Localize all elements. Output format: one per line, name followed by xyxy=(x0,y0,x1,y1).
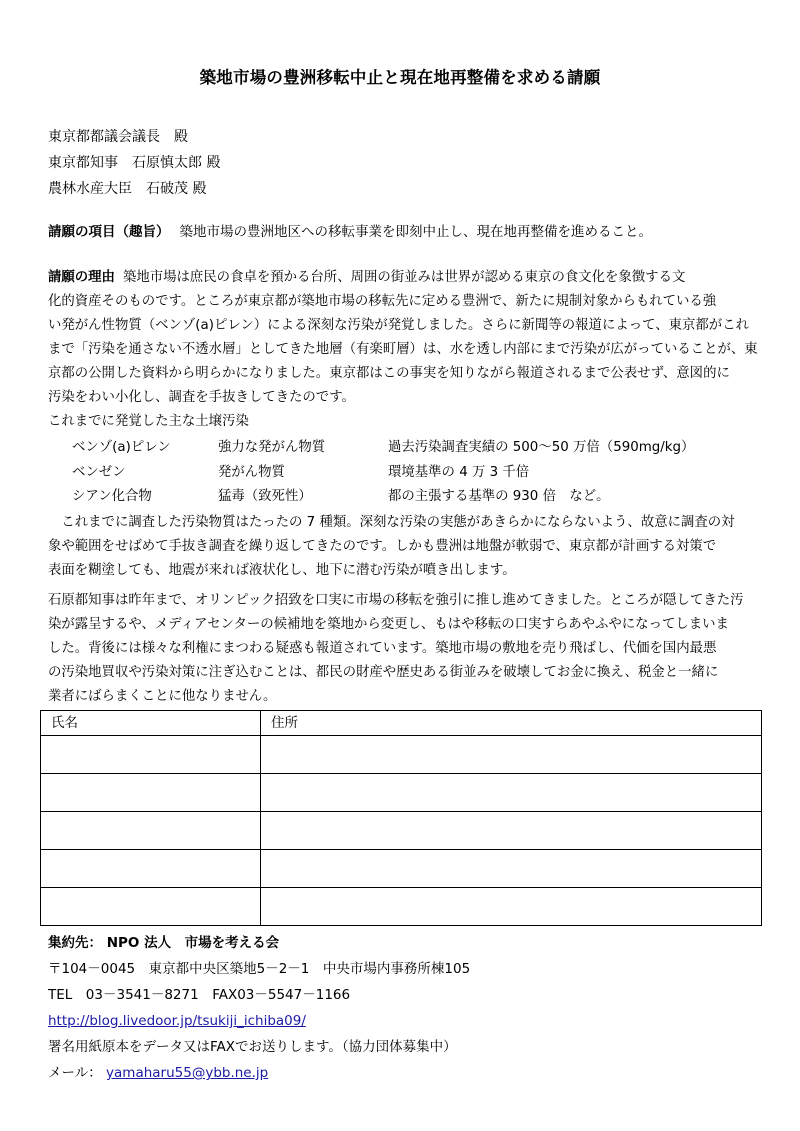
pollutant-level: 都の主張する基準の 930 倍 など。 xyxy=(388,489,610,504)
petition-reason-label: 請願の理由 xyxy=(48,270,115,285)
collection-note: 署名用紙原本をデータ又はFAXでお送りします。（協力団体募集中） xyxy=(48,1039,457,1055)
pollutant-type: 発がん物質 xyxy=(218,464,285,480)
signature-table xyxy=(40,710,762,926)
pollutant-name: ベンゾ(a)ピレン xyxy=(72,440,171,455)
addressee: 東京都都議会議長 殿 xyxy=(48,129,188,145)
paragraph-line: の汚染地買収や汚染対策に注ぎ込むことは、都民の財産や歴史ある街並みを破壊してお金に換え、税金と一緒に xyxy=(48,665,719,680)
pollutant-type: 猛毒（致死性） xyxy=(218,489,312,504)
reason-line: まで「汚染を通さない不透水層」としてきた地層（有楽町層）は、水を透し内部にまで汚染が広がっていることが、東 xyxy=(48,342,758,357)
collection-info xyxy=(48,930,470,1086)
collection-label: 集約先： xyxy=(48,935,102,951)
pollutant-row xyxy=(72,436,694,461)
reason-line: 京都の公開した資料から明らかになりました。東京都はこの事実を知りながら報道されるまで公表せず、意図的に xyxy=(48,366,730,381)
pollutant-row xyxy=(72,461,694,486)
signature-row xyxy=(41,888,762,926)
petition-item-label: 請願の項目（趣旨） xyxy=(48,224,170,240)
signature-row xyxy=(41,774,762,812)
name-cell[interactable] xyxy=(41,736,261,774)
pollutant-name: ベンゼン xyxy=(72,464,126,480)
pollutant-row xyxy=(72,485,694,510)
paragraph-investigation xyxy=(48,511,760,583)
paragraph-line: した。背後には様々な利権にまつわる疑惑も報道されています。築地市場の敷地を売り飛ばし、代価を国内最悪 xyxy=(48,641,717,656)
petition-item xyxy=(48,220,758,240)
name-cell[interactable] xyxy=(41,888,261,926)
signature-row xyxy=(41,736,762,774)
name-cell[interactable] xyxy=(41,850,261,888)
collection-address: 〒104－0045 東京都中央区築地5－2－1 中央市場内事務所棟105 xyxy=(48,961,471,977)
pollutant-level: 環境基準の 4 万 3 千倍 xyxy=(388,464,530,480)
collection-mail-line xyxy=(48,1060,470,1086)
collection-phone: TEL 03－3541－8271 FAX03－5547－1166 xyxy=(48,987,351,1003)
email-link[interactable]: yamaharu55@ybb.ne.jp xyxy=(106,1065,269,1081)
paragraph-line: 業者にばらまくことに他なりません。 xyxy=(48,689,277,704)
signature-row xyxy=(41,850,762,888)
address-cell[interactable] xyxy=(261,850,762,888)
pollutant-type: 強力な発がん物質 xyxy=(218,440,326,455)
paragraph-line: これまでに調査した汚染物質はたったの 7 種類。深刻な汚染の実態があきらかにならないよう、故意に調査の対 xyxy=(48,515,735,530)
signature-table-header xyxy=(41,711,762,736)
reason-line: い発がん性物質（ベンゾ(a)ピレン）による深刻な汚染が発覚しました。さらに新聞等の報道によって、東京都がこれ xyxy=(48,318,749,333)
address-cell[interactable] xyxy=(261,736,762,774)
pollutant-name: シアン化合物 xyxy=(72,489,152,504)
blog-link[interactable]: http://blog.livedoor.jp/tsukiji_ichiba09/ xyxy=(48,1013,306,1029)
addressee-list xyxy=(48,124,220,202)
address-cell[interactable] xyxy=(261,888,762,926)
column-header-address: 住所 xyxy=(261,711,762,736)
signature-row xyxy=(41,812,762,850)
addressee: 農林水産大臣 石破茂 殿 xyxy=(48,181,207,197)
paragraph-line: 石原都知事は昨年まで、オリンピック招致を口実に市場の移転を強引に推し進めてきました。ところが隠してきた汚 xyxy=(48,593,744,608)
paragraph-line: 象や範囲をせばめて手抜き調査を繰り返してきたのです。しかも豊洲は地盤が軟弱で、東京都が計画する対策で xyxy=(48,539,717,554)
petition-item-text: 築地市場の豊洲地区への移転事業を即刻中止し、現在地再整備を進めること。 xyxy=(179,224,652,240)
column-header-name: 氏名 xyxy=(41,711,261,736)
reason-line: 汚染をわい小化し、調査を手抜きしてきたのです。 xyxy=(48,390,355,405)
petition-reason xyxy=(48,266,760,434)
page-title: 築地市場の豊洲移転中止と現在地再整備を求める請願 xyxy=(199,68,601,87)
reason-line: 化的資産そのものです。ところが東京都が築地市場の移転先に定める豊洲で、新たに規制対象からもれている強 xyxy=(48,294,717,309)
name-cell[interactable] xyxy=(41,812,261,850)
paragraph-line: 表面を糊塗しても、地震が来れば液状化し、地下に潜む汚染が噴き出します。 xyxy=(48,563,516,578)
pollutant-level: 過去汚染調査実績の 500～50 万倍（590mg/kg） xyxy=(388,440,695,455)
reason-line: 築地市場は庶民の食卓を預かる台所、周囲の街並みは世界が認める東京の食文化を象徴する文 xyxy=(122,270,686,285)
addressee: 東京都知事 石原慎太郎 殿 xyxy=(48,155,221,171)
name-cell[interactable] xyxy=(41,774,261,812)
paragraph-governor xyxy=(48,589,760,709)
pollutant-list-heading: これまでに発覚した主な土壌汚染 xyxy=(48,414,249,429)
address-cell[interactable] xyxy=(261,774,762,812)
paragraph-line: 染が露呈するや、メディアセンターの候補地を築地から変更し、もはや移転の口実すらあやふやになってしまいま xyxy=(48,617,729,632)
pollutant-list xyxy=(72,436,694,510)
collection-org-line xyxy=(48,930,470,956)
address-cell[interactable] xyxy=(261,812,762,850)
collection-org: NPO 法人 市場を考える会 xyxy=(106,935,280,951)
mail-label: メール： xyxy=(48,1065,102,1081)
